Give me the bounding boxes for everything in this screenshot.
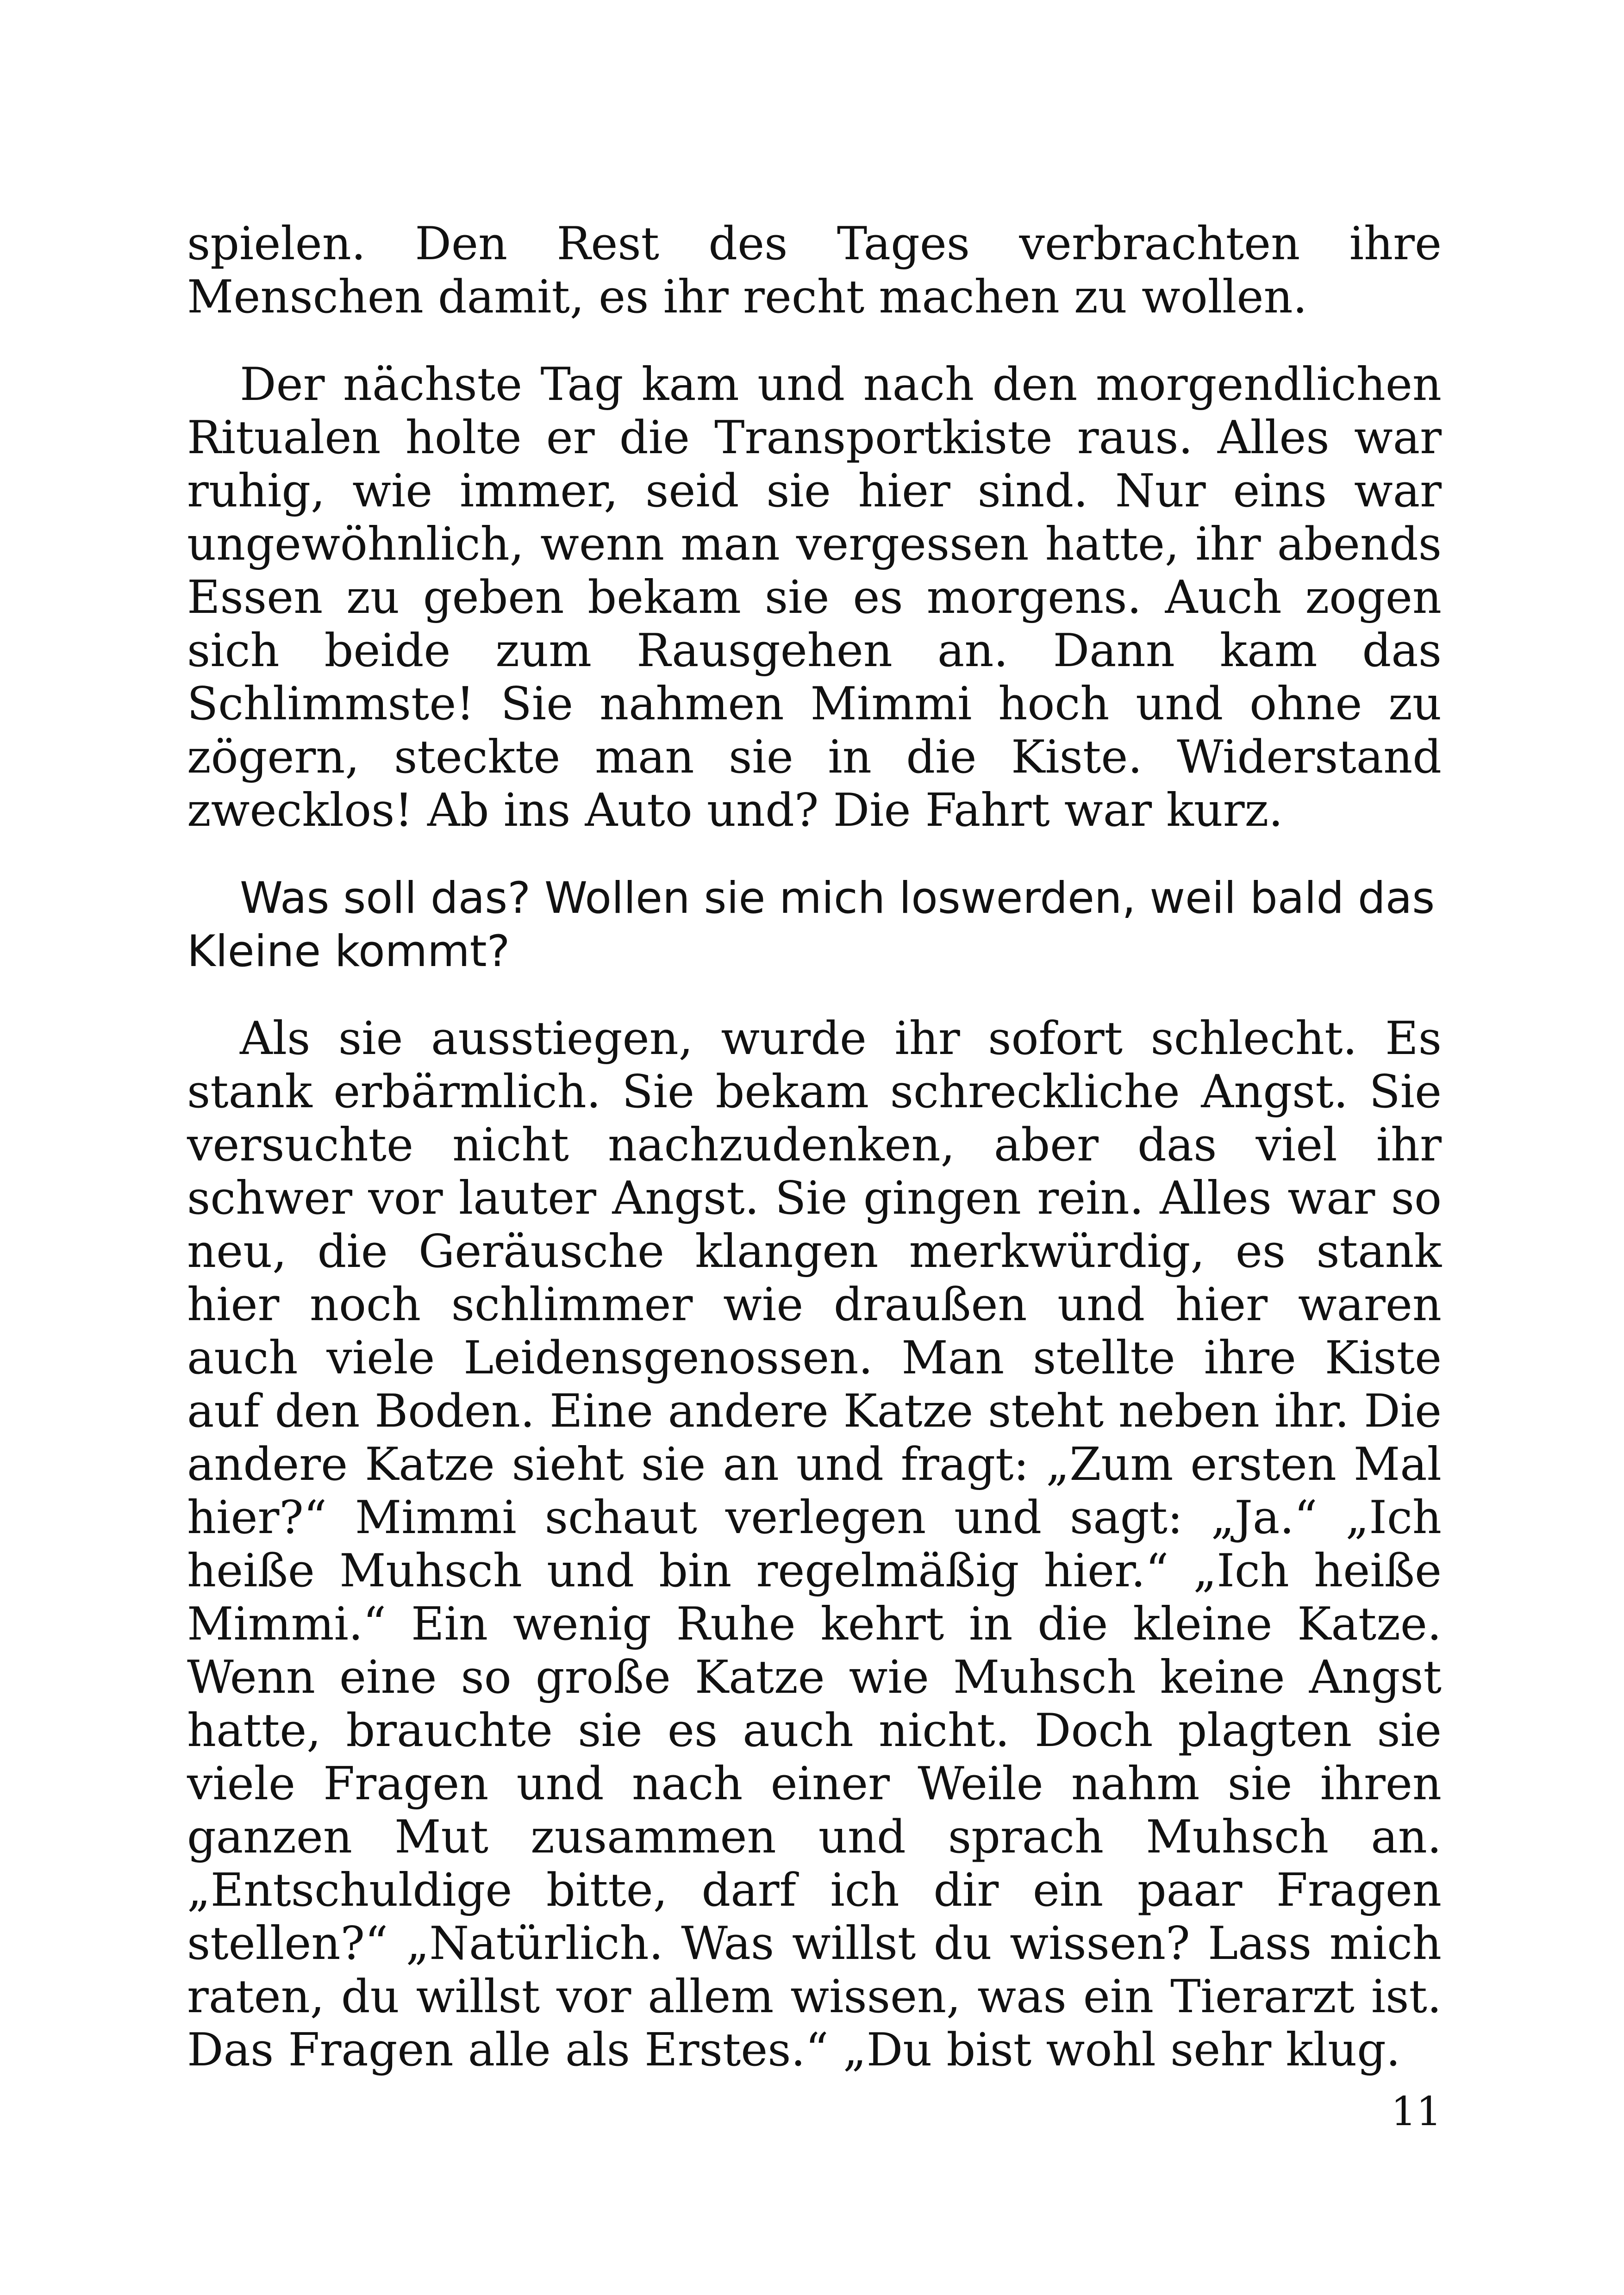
page-number: 11 [1391,2089,1442,2135]
paragraph-inner-thought: Was soll das? Wollen sie mich loswerden, weil bald das Kleine kommt? [187,873,1435,977]
paragraph-continuation: spielen. Den Rest des Tages verbrachten ihre Menschen damit, es ihr recht machen zu wollen. [187,218,1442,324]
paragraph-vet-visit: Als sie ausstiegen, wurde ihr sofort schlecht. Es stank erbärmlich. Sie bekam schreckliche Angst. Sie versuchte nicht nachzudenken, aber das viel ihr schwer vor lauter Angst. Sie gingen rein. Alles war so neu, die Geräusche klangen merkwürdig, es stank hier noch schlimmer wie draußen und hier waren auch viele Leidensgenossen. Man stellte ihre Kiste auf den Boden. Eine andere Katze steht neben ihr. Die andere Katze sieht sie an und fragt: „Zum ersten Mal hier?“ Mimmi schaut verlegen und sagt: „Ja.“ „Ich heiße Muhsch und bin regelmäßig hier.“ „Ich heiße Mimmi.“ Ein wenig Ruhe kehrt in die kleine Katze. Wenn eine so große Katze wie Muhsch keine Angst hatte, brauchte sie es auch nicht. Doch plagten sie viele Fragen und nach einer Weile nahm sie ihren ganzen Mut zusammen und sprach Muhsch an. „Entschuldige bitte, darf ich dir ein paar Fragen stellen?“ „Natürlich. Was willst du wissen? Lass mich raten, du willst vor allem wissen, was ein Tierarzt ist. Das Fragen alle als Erstes.“ „Du bist wohl sehr klug. [187,1012,1442,2077]
body-text [187,218,1442,2111]
paragraph-next-day: Der nächste Tag kam und nach den morgendlichen Ritualen holte er die Transportkiste raus. Alles war ruhig, wie immer, seid sie hier sind. Nur eins war ungewöhnlich, wenn man vergessen hatte, ihr abends Essen zu geben bekam sie es morgens. Auch zogen sich beide zum Rausgehen an. Dann kam das Schlimmste! Sie nahmen Mimmi hoch und ohne zu zögern, steckte man sie in die Kiste. Widerstand zwecklos! Ab ins Auto und? Die Fahrt war kurz. [187,358,1442,837]
